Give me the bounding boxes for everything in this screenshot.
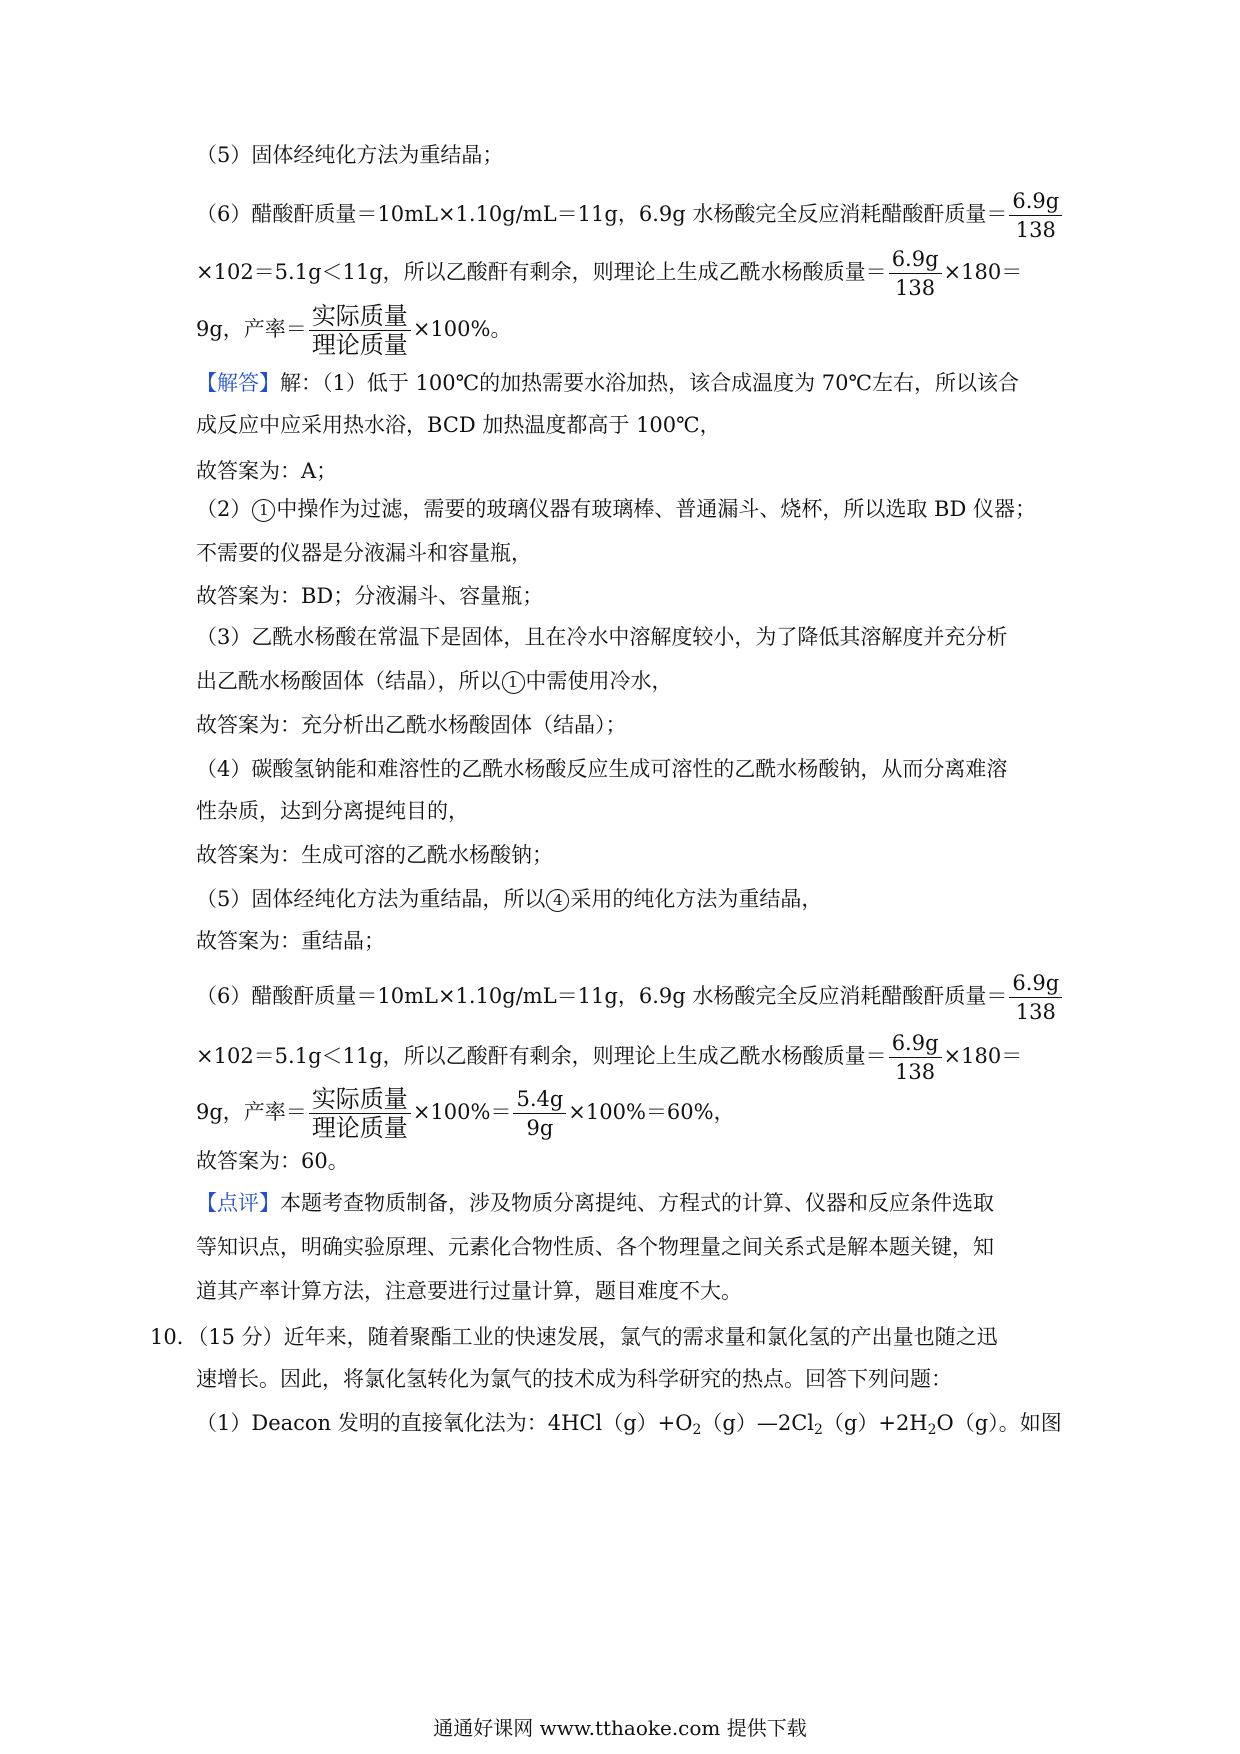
paragraph-line bbox=[196, 368, 1019, 398]
paragraph-line bbox=[196, 1030, 1022, 1085]
fraction-denominator: 138 bbox=[895, 1060, 936, 1084]
text: ×180＝ bbox=[943, 260, 1023, 284]
text: O（g）。如图 bbox=[936, 1411, 1062, 1435]
paragraph-line bbox=[196, 1146, 349, 1176]
text: （g）—2Cl bbox=[701, 1411, 814, 1435]
paragraph-line bbox=[196, 666, 673, 696]
text: 故答案为：重结晶； bbox=[196, 929, 385, 953]
paragraph-line bbox=[196, 140, 503, 170]
paragraph-line bbox=[196, 456, 337, 486]
paragraph-line bbox=[196, 538, 532, 568]
paragraph-line bbox=[196, 1408, 1062, 1445]
fraction bbox=[309, 303, 411, 358]
text: ×102＝5.1g＜11g，所以乙酸酐有剩余，则理论上生成乙酰水杨酸质量＝ bbox=[196, 260, 887, 284]
paragraph-line bbox=[196, 188, 1064, 243]
fraction-numerator: 实际质量 bbox=[309, 1086, 411, 1114]
text: 中操作为过滤，需要的玻璃仪器有玻璃棒、普通漏斗、烧杯，所以选取 BD 仪器； bbox=[276, 497, 1036, 521]
text: （2） bbox=[196, 497, 252, 521]
fraction-numerator: 6.9g bbox=[889, 1030, 942, 1058]
paragraph-line bbox=[196, 1276, 742, 1306]
text: 速增长。因此，将氯化氢转化为氯气的技术成为科学研究的热点。回答下列问题： bbox=[196, 1367, 952, 1391]
text: （1）Deacon 发明的直接氧化法为：4HCl（g）+O bbox=[196, 1411, 693, 1435]
text: 性杂质，达到分离提纯目的， bbox=[196, 799, 469, 823]
text: 9g，产率＝ bbox=[196, 317, 307, 341]
circled-number: 4 bbox=[546, 889, 569, 912]
paragraph-line bbox=[196, 1188, 994, 1218]
text: 成反应中应采用热水浴，BCD 加热温度都高于 100℃， bbox=[196, 413, 721, 437]
fraction bbox=[513, 1086, 566, 1141]
review-tag: 【点评】 bbox=[196, 1191, 280, 1215]
text: 解：（1）低于 100℃的加热需要水浴加热，该合成温度为 70℃左右，所以该合 bbox=[280, 371, 1019, 395]
fraction-denominator: 138 bbox=[1015, 218, 1056, 242]
text: ×100%＝60%， bbox=[568, 1100, 735, 1124]
text: 等知识点，明确实验原理、元素化合物性质、各个物理量之间关系式是解本题关键，知 bbox=[196, 1235, 994, 1259]
fraction-numerator: 6.9g bbox=[1009, 188, 1062, 216]
text: （6）醋酸酐质量＝10mL×1.10g/mL＝11g，6.9g 水杨酸完全反应消耗醋酸酐质量＝ bbox=[196, 202, 1008, 226]
text: 采用的纯化方法为重结晶， bbox=[570, 887, 823, 911]
page-footer: 通通好课网 www.tthaoke.com 提供下载 bbox=[433, 1716, 807, 1740]
text: 本题考查物质制备，涉及物质分离提纯、方程式的计算、仪器和反应条件选取 bbox=[280, 1191, 994, 1215]
subscript: 2 bbox=[927, 1422, 937, 1438]
text: （5）固体经纯化方法为重结晶，所以 bbox=[196, 887, 546, 911]
paragraph-line bbox=[196, 1232, 994, 1262]
text: ×102＝5.1g＜11g，所以乙酸酐有剩余，则理论上生成乙酰水杨酸质量＝ bbox=[196, 1044, 887, 1068]
subscript: 2 bbox=[813, 1422, 823, 1438]
question-line bbox=[150, 1322, 998, 1352]
fraction bbox=[889, 1030, 942, 1085]
paragraph-line bbox=[196, 1364, 952, 1394]
text: 故答案为：生成可溶的乙酰水杨酸钠； bbox=[196, 843, 553, 867]
text: 故答案为：充分析出乙酰水杨酸固体（结晶）； bbox=[196, 713, 627, 737]
paragraph-line bbox=[196, 884, 822, 914]
fraction-denominator: 138 bbox=[895, 276, 936, 300]
text: 出乙酰水杨酸固体（结晶），所以 bbox=[196, 669, 501, 693]
paragraph-line bbox=[196, 622, 1007, 652]
text: 9g，产率＝ bbox=[196, 1100, 307, 1124]
text: 故答案为：BD；分液漏斗、容量瓶； bbox=[196, 584, 544, 608]
text: 不需要的仪器是分液漏斗和容量瓶， bbox=[196, 541, 532, 565]
paragraph-line bbox=[196, 754, 1007, 784]
text: ×100%。 bbox=[412, 317, 512, 341]
text: 故答案为：A； bbox=[196, 459, 338, 483]
text: （3）乙酰水杨酸在常温下是固体，且在冷水中溶解度较小，为了降低其溶解度并充分析 bbox=[196, 625, 1008, 649]
text: ×180＝ bbox=[943, 1044, 1023, 1068]
paragraph-line bbox=[196, 1086, 735, 1141]
paragraph-line bbox=[196, 926, 385, 956]
subscript: 2 bbox=[692, 1422, 702, 1438]
fraction-denominator: 理论质量 bbox=[311, 1114, 408, 1142]
paragraph-line bbox=[196, 303, 511, 358]
fraction bbox=[1009, 188, 1062, 243]
fraction-numerator: 6.9g bbox=[1009, 970, 1062, 998]
circled-number: 1 bbox=[502, 671, 525, 694]
text: （5）固体经纯化方法为重结晶； bbox=[196, 143, 504, 167]
text: （4）碳酸氢钠能和难溶性的乙酰水杨酸反应生成可溶性的乙酰水杨酸钠，从而分离难溶 bbox=[196, 757, 1008, 781]
text: 道其产率计算方法，注意要进行过量计算，题目难度不大。 bbox=[196, 1279, 742, 1303]
fraction-denominator: 9g bbox=[526, 1116, 554, 1140]
paragraph-line bbox=[196, 710, 627, 740]
fraction bbox=[1009, 970, 1062, 1025]
text: （g）+2H bbox=[822, 1411, 928, 1435]
paragraph-line bbox=[196, 246, 1022, 301]
fraction-denominator: 138 bbox=[1015, 1000, 1056, 1024]
text: 10．（15 分）近年来，随着聚酯工业的快速发展，氯气的需求量和氯化氢的产出量也随之迅 bbox=[150, 1325, 998, 1349]
paragraph-line bbox=[196, 796, 469, 826]
fraction bbox=[309, 1086, 411, 1141]
paragraph-line bbox=[196, 410, 721, 440]
text: （6）醋酸酐质量＝10mL×1.10g/mL＝11g，6.9g 水杨酸完全反应消耗醋酸酐质量＝ bbox=[196, 984, 1008, 1008]
text: 中需使用冷水， bbox=[525, 669, 673, 693]
fraction bbox=[889, 246, 942, 301]
paragraph-line bbox=[196, 970, 1064, 1025]
fraction-numerator: 5.4g bbox=[513, 1086, 566, 1114]
paragraph-line bbox=[196, 494, 1036, 524]
text: ×100%＝ bbox=[412, 1100, 512, 1124]
fraction-numerator: 实际质量 bbox=[309, 303, 411, 331]
text: 故答案为：60。 bbox=[196, 1149, 349, 1173]
circled-number: 1 bbox=[252, 499, 275, 522]
fraction-denominator: 理论质量 bbox=[311, 331, 408, 359]
paragraph-line bbox=[196, 840, 553, 870]
fraction-numerator: 6.9g bbox=[889, 246, 942, 274]
answer-tag: 【解答】 bbox=[196, 371, 280, 395]
paragraph-line bbox=[196, 581, 543, 611]
